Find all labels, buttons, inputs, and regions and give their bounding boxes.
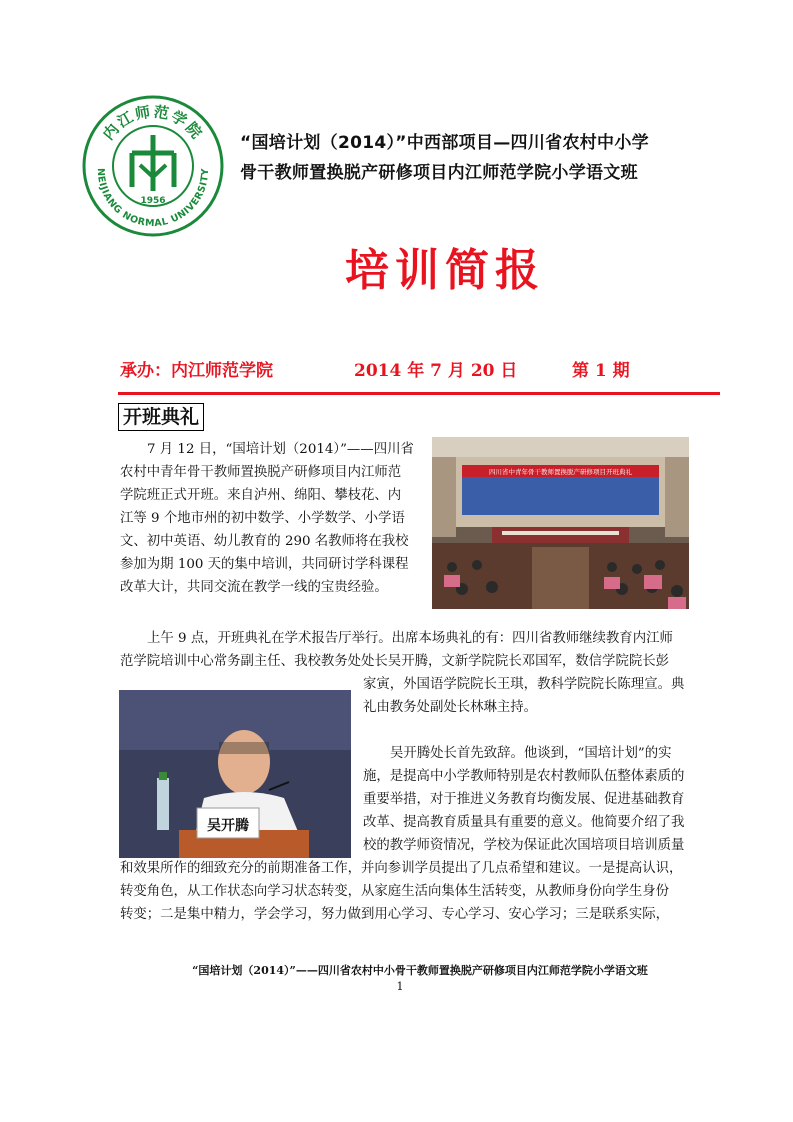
page-number: 1 bbox=[396, 980, 404, 993]
logo-bottom-text: NEIJIANG NORMAL UNIVERSITY bbox=[94, 167, 212, 230]
logo-year: 1956 bbox=[140, 196, 166, 206]
speaker-photo bbox=[119, 690, 351, 858]
red-divider bbox=[118, 392, 720, 395]
text-line: 范学院培训中心常务副主任、我校教务处处长吴开腾，文新学院院长邓国军，数信学院院长彭 bbox=[120, 654, 670, 669]
text-line: 重要举措，对于推进义务教育均衡发展、促进基础教育 bbox=[363, 792, 685, 807]
organizer: 承办：内江师范学院 bbox=[120, 361, 273, 381]
nameplate-text: 吴开腾 bbox=[207, 818, 249, 834]
text-line: 江等 9 个地市州的初中数学、小学数学、小学语 bbox=[120, 511, 405, 526]
text-line: 上午 9 点，开班典礼在学术报告厅举行。出席本场典礼的有：四川省教师继续教育内江师 bbox=[147, 631, 673, 646]
text-line: 和效果所作的细致充分的前期准备工作，并向参训学员提出了几点希望和建议。一是提高认识， bbox=[120, 861, 683, 876]
text-line: 家寅，外国语学院院长王琪，教科学院院长陈理宣。典 bbox=[363, 677, 685, 692]
paragraph-3-cont bbox=[120, 857, 720, 926]
text-line: 参加为期 100 天的集中培训，共同研讨学科课程 bbox=[120, 557, 409, 572]
logo-top-text: 内江师范学院 bbox=[99, 102, 207, 144]
paragraph-2-cont bbox=[363, 673, 720, 719]
text-line: 吴开腾处长首先致辞。他谈到，“国培计划”的实 bbox=[390, 746, 672, 761]
text-line: 校的教学师资情况，学校为保证此次国培项目培训质量 bbox=[363, 838, 685, 853]
issue-number: 第 1 期 bbox=[572, 361, 630, 381]
paragraph-1 bbox=[120, 438, 424, 599]
text-line: 农村中青年骨干教师置换脱产研修项目内江师范 bbox=[120, 465, 402, 480]
ceremony-hall-photo bbox=[432, 437, 689, 609]
title-line-2: 骨干教师置换脱产研修项目内江师范学院小学语文班 bbox=[240, 163, 638, 183]
photo-banner-text: 四川省中青年骨干教师置换脱产研修项目开班典礼 bbox=[489, 468, 632, 476]
text-line: 礼由教务处副处长林琳主持。 bbox=[363, 700, 538, 715]
section-title: 开班典礼 bbox=[118, 403, 204, 431]
text-line: 学院班正式开班。来自泸州、绵阳、攀枝花、内 bbox=[120, 488, 402, 503]
text-line: 施，是提高中小学教师特别是农村教师队伍整体素质的 bbox=[363, 769, 685, 784]
bulletin-title: 培训简报 bbox=[345, 245, 545, 296]
issue-date: 2014 年 7 月 20 日 bbox=[354, 361, 518, 381]
text-line: 改革、提高教育质量具有重要的意义。他简要介绍了我 bbox=[363, 815, 685, 830]
page-footer: “国培计划（2014）”——四川省农村中小骨干教师置换脱产研修项目内江师范学院小学语文班 bbox=[192, 964, 648, 977]
title-line-1: “国培计划（2014）”中西部项目—四川省农村中小学 bbox=[240, 133, 649, 153]
paragraph-2 bbox=[120, 627, 720, 673]
university-logo bbox=[82, 95, 224, 237]
paragraph-3 bbox=[363, 742, 720, 857]
text-line: 7 月 12 日，“国培计划（2014）”——四川省 bbox=[147, 442, 414, 457]
text-line: 改革大计，共同交流在教学一线的宝贵经验。 bbox=[120, 580, 388, 595]
text-line: 转变；二是集中精力，学会学习，努力做到用心学习、专心学习、安心学习；三是联系实际， bbox=[120, 907, 670, 922]
text-line: 文、初中英语、幼儿教育的 290 名教师将在我校 bbox=[120, 534, 409, 549]
text-line: 转变角色，从工作状态向学习状态转变，从家庭生活向集体生活转变，从教师身份向学生身份 bbox=[120, 884, 670, 899]
